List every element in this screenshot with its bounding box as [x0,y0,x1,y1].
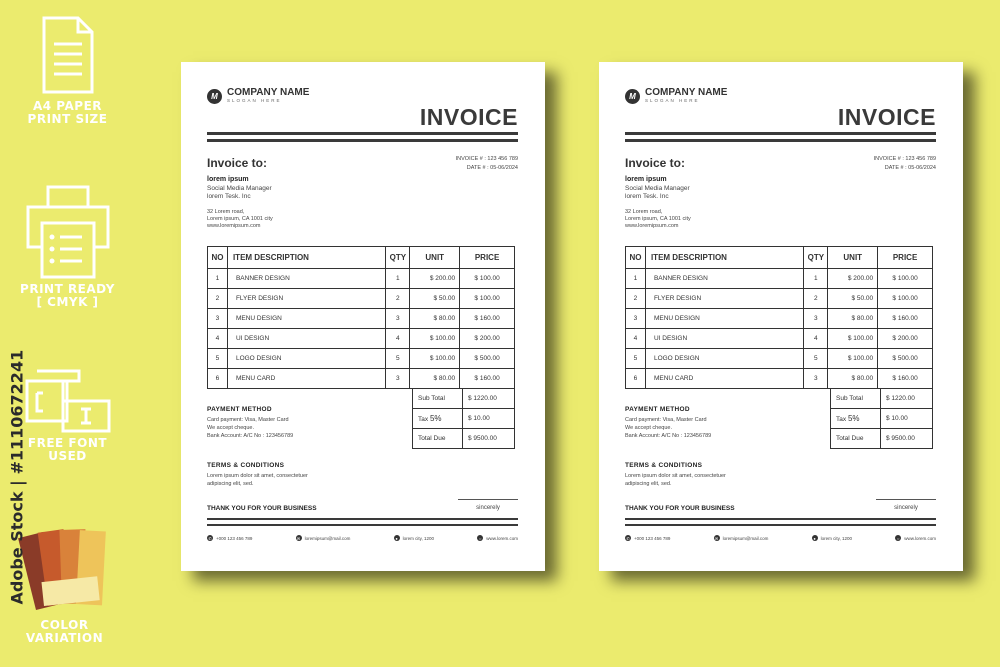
invoice-to-label: Invoice to: [625,156,686,170]
client-name: lorem ipsum [207,176,249,183]
footer-location: ● lorem city, 1200 [395,535,435,541]
payment-method: PAYMENT METHOD Card payment: Visa, Master Card We accept cheque. Bank Account: A/C No : 123456789 [207,406,294,439]
payment-method: PAYMENT METHOD Card payment: Visa, Master Card We accept cheque. Bank Account: A/C No : 123456789 [625,406,712,439]
invoice-number: INVOICE # : 123 456 789 [455,156,518,162]
footer-stripe [207,524,518,526]
client-role: Social Media Manager [625,184,690,192]
location-pin-icon: ● [813,535,816,541]
table-row: 3 MENU DESIGN 3 $ 80.00 $ 160.00 [626,309,933,329]
document-icon [40,14,96,96]
company-name: COMPANY NAME [645,87,728,98]
color-swatch-icon [30,530,110,610]
client-address: 32 Lorem road, Lorem ipsum, CA 1001 city www.loremipsum.com [625,209,691,229]
invoice-meta [456,155,518,173]
col-price: PRICE [460,247,515,269]
col-qty: QTY [386,247,410,269]
tax-row: Tax 5% $ 10.00 [413,409,515,429]
col-description: ITEM DESCRIPTION [227,247,385,269]
col-unit: UNIT [828,247,878,269]
col-unit: UNIT [410,247,460,269]
logo-mark: M [207,89,222,104]
footer-phone: ✆ +000 123 456 789 [208,535,253,541]
table-row: 1 BANNER DESIGN 1 $ 200.00 $ 100.00 [626,269,933,289]
sincerely-text: sincerely [894,505,918,511]
terms-heading: TERMS & CONDITIONS [625,462,703,469]
subtotal-row: Sub Total $ 1220.00 [413,389,515,409]
table-row: 2 FLYER DESIGN 2 $ 50.00 $ 100.00 [208,289,515,309]
sincerely-text: sincerely [476,505,500,511]
company-slogan: SLOGAN HERE [645,98,700,103]
invoice-page-right [599,62,963,571]
tax-row: Tax 5% $ 10.00 [831,409,933,429]
payment-heading: PAYMENT METHOD [207,406,272,413]
feature-label: COLOR VARIATION [25,618,104,645]
total-due-row: Total Due $ 9500.00 [413,429,515,449]
col-no: NO [208,247,228,269]
table-row: 4 UI DESIGN 4 $ 100.00 $ 200.00 [626,329,933,349]
invoice-to-label: Invoice to: [207,156,268,170]
col-price: PRICE [878,247,933,269]
location-pin-icon: ● [395,535,398,541]
table-row: 6 MENU CARD 3 $ 80.00 $ 160.00 [208,369,515,389]
total-due-row: Total Due $ 9500.00 [831,429,933,449]
client-company: lorem Tesk. Inc [625,193,669,200]
client-info [625,176,690,202]
printer-icon [20,183,116,279]
phone-icon: ✆ [208,535,212,541]
client-info [207,176,272,202]
signature-line [876,499,936,500]
stock-credit: Adobe Stock | #1110672241 [7,349,27,605]
table-row: 3 MENU DESIGN 3 $ 80.00 $ 160.00 [208,309,515,329]
feature-print-ready [0,183,135,309]
totals-table [412,388,515,449]
col-description: ITEM DESCRIPTION [645,247,803,269]
footer-email: ✉ loremipsum@mail.com [714,535,769,541]
col-no: NO [626,247,646,269]
client-company: lorem Tesk. Inc [207,193,251,200]
invoice-meta [874,155,936,173]
feature-color-variation [0,619,132,645]
footer-web: ○ www.lorem.com [896,535,936,541]
items-table [625,246,933,389]
thank-you-text: THANK YOU FOR YOUR BUSINESS [207,505,317,512]
invoice-title: INVOICE [419,104,518,130]
header-stripe [207,132,518,135]
subtotal-row: Sub Total $ 1220.00 [831,389,933,409]
logo-mark: M [625,89,640,104]
feature-label: FREE FONT USED [27,436,108,463]
totals-table [830,388,933,449]
mail-icon: ✉ [296,535,301,541]
items-table [207,246,515,389]
invoice-date: DATE # : 05-06/2024 [466,165,518,171]
footer-phone: ✆ +000 123 456 789 [626,535,671,541]
thank-you-text: THANK YOU FOR YOUR BUSINESS [625,505,735,512]
invoice-page-left [181,62,545,571]
footer-stripe [625,524,936,526]
table-row: 2 FLYER DESIGN 2 $ 50.00 $ 100.00 [626,289,933,309]
invoice-title: INVOICE [837,104,936,130]
signature-line [458,499,518,500]
terms-conditions: TERMS & CONDITIONS Lorem ipsum dolor sit amet, consectetuer adipiscing elit, sed. [207,462,308,487]
footer-email: ✉ loremipsum@mail.com [296,535,351,541]
header-stripe [625,132,936,135]
client-address: 32 Lorem road, Lorem ipsum, CA 1001 city www.loremipsum.com [207,209,273,229]
invoice-footer [207,535,518,541]
invoice-date: DATE # : 05-06/2024 [884,165,936,171]
client-role: Social Media Manager [207,184,272,192]
invoice-number: INVOICE # : 123 456 789 [873,156,936,162]
table-row: 1 BANNER DESIGN 1 $ 200.00 $ 100.00 [208,269,515,289]
footer-web: ○ www.lorem.com [478,535,518,541]
table-header-row [208,247,515,269]
table-header-row [626,247,933,269]
table-row: 5 LOGO DESIGN 5 $ 100.00 $ 500.00 [208,349,515,369]
company-slogan: SLOGAN HERE [227,98,282,103]
mail-icon: ✉ [714,535,719,541]
table-row: 4 UI DESIGN 4 $ 100.00 $ 200.00 [208,329,515,349]
feature-label: PRINT READY [ CMYK ] [20,282,115,309]
footer-stripe [207,518,518,520]
table-row: 5 LOGO DESIGN 5 $ 100.00 $ 500.00 [626,349,933,369]
invoice-content [207,62,518,571]
invoice-content [625,62,936,571]
company-logo [207,88,309,104]
globe-icon: ○ [478,535,482,541]
client-name: lorem ipsum [625,176,667,183]
col-qty: QTY [804,247,828,269]
feature-label: A4 PAPER PRINT SIZE [27,99,108,126]
company-logo [625,88,727,104]
footer-stripe [625,518,936,520]
table-row: 6 MENU CARD 3 $ 80.00 $ 160.00 [626,369,933,389]
payment-heading: PAYMENT METHOD [625,406,690,413]
footer-location: ● lorem city, 1200 [813,535,853,541]
globe-icon: ○ [896,535,900,541]
invoice-footer [625,535,936,541]
header-stripe [207,139,518,142]
terms-conditions: TERMS & CONDITIONS Lorem ipsum dolor sit amet, consectetuer adipiscing elit, sed. [625,462,726,487]
header-stripe [625,139,936,142]
feature-a4-paper [0,14,135,126]
terms-heading: TERMS & CONDITIONS [207,462,285,469]
company-name: COMPANY NAME [227,87,310,98]
font-icon [23,367,113,437]
phone-icon: ✆ [626,535,630,541]
